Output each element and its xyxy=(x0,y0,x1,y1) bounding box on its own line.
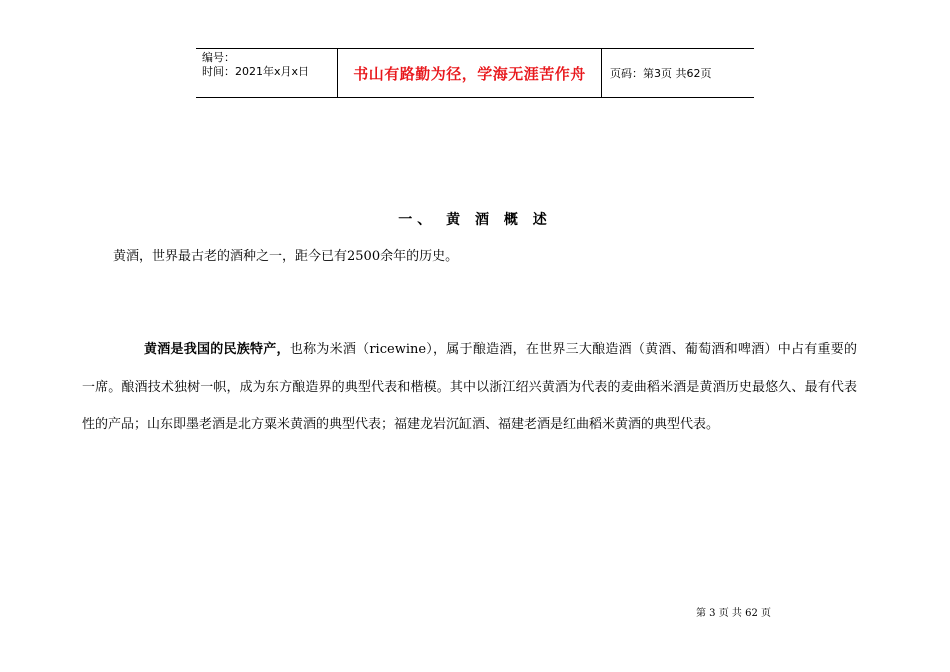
body-paragraph xyxy=(82,331,857,444)
section-title: 一、 黄 酒 概 述 xyxy=(398,212,552,228)
header-meta xyxy=(196,49,338,97)
header-motto: 书山有路勤为径，学海无涯苦作舟 xyxy=(338,49,602,97)
page-header xyxy=(196,48,754,98)
page-footer: 第 3 页 共 62 页 xyxy=(696,608,771,619)
number-label: 编号： xyxy=(202,51,235,64)
paragraph-lead: 黄酒是我国的民族特产， xyxy=(144,342,290,357)
time-label: 时间：2021年x月x日 xyxy=(202,65,310,78)
header-page-number: 页码：第3页 共62页 xyxy=(610,67,712,80)
paragraph-text: 也称为米酒（ricewine），属于酿造酒，在世界三大酿造酒（黄酒、葡萄酒和啤酒）中占有重要的一席。酿酒技术独树一帜，成为东方酿造界的典型代表和楷模。其中以浙江绍兴黄酒为代表的麦曲稻米酒是黄酒历史最悠久、最有代表性的产品；山东即墨老酒是北方粟米黄酒的典型代表；福建龙岩沉缸酒、福建老酒是红曲稻米黄酒的典型代表。 xyxy=(82,342,857,432)
intro-sentence: 黄酒，世界最古老的酒种之一，距今已有2500余年的历史。 xyxy=(113,249,459,264)
